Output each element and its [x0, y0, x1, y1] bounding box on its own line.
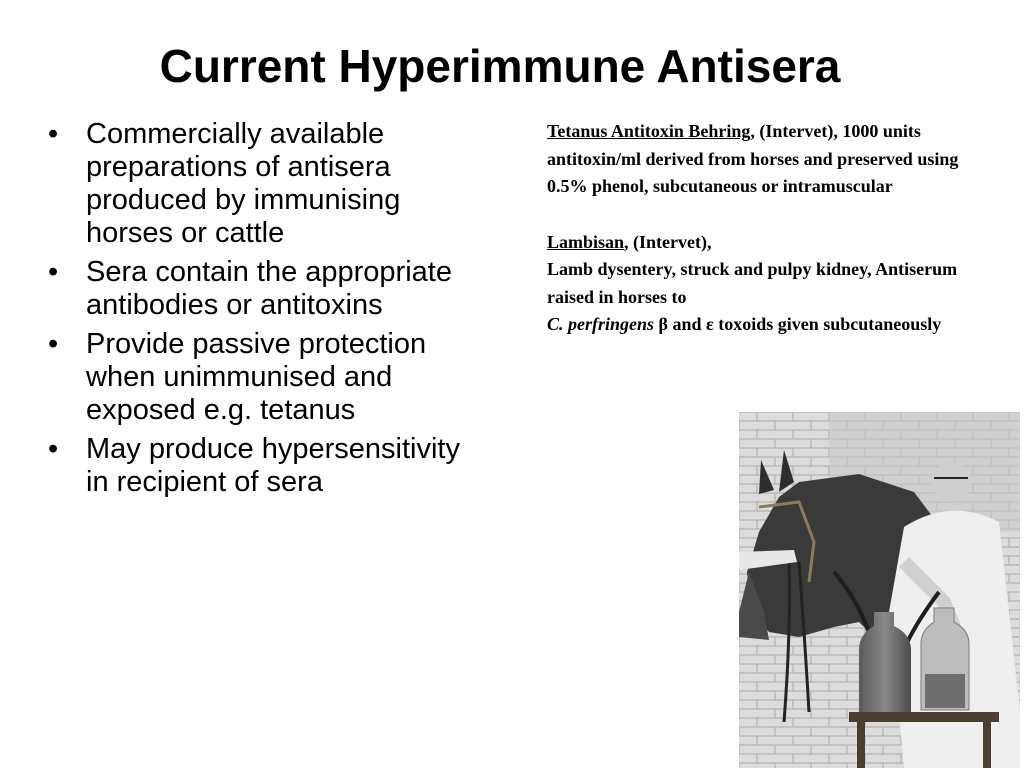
horse-serum-illustration	[739, 412, 1020, 768]
lambisan-description: Lamb dysentery, struck and pulpy kidney, Antiserum raised in horses to	[547, 259, 958, 307]
lambisan-product-name: Lambisan	[547, 231, 625, 252]
lambisan-maker: , (Intervet),	[624, 231, 712, 252]
tetanus-paragraph	[547, 118, 987, 201]
bullet-item: • Commercially available preparations of antisera produced by immunising horses or cattle	[40, 118, 480, 250]
lambisan-organism: C. perfringens	[547, 314, 655, 334]
lambisan-toxoids: β and ε toxoids given subcutaneously	[654, 314, 942, 334]
tetanus-description: , (Intervet), 1000 units antitoxin/ml derived from horses and preserved using 0.5% phenol, subcutaneous or intramuscular	[547, 121, 959, 196]
bullet-item: • May produce hypersensitivity in recipient of sera	[40, 433, 480, 499]
bullet-item: • Provide passive protection when unimmunised and exposed e.g. tetanus	[40, 328, 480, 427]
bullet-item: • Sera contain the appropriate antibodies or antitoxins	[40, 256, 480, 322]
product-info	[547, 118, 987, 367]
tetanus-product-name: Tetanus Antitoxin Behring	[547, 121, 751, 141]
lambisan-paragraph	[547, 229, 987, 339]
slide-title: Current Hyperimmune Antisera	[159, 40, 841, 92]
bullet-list	[40, 118, 480, 505]
horse-serum-photo	[739, 412, 1020, 768]
